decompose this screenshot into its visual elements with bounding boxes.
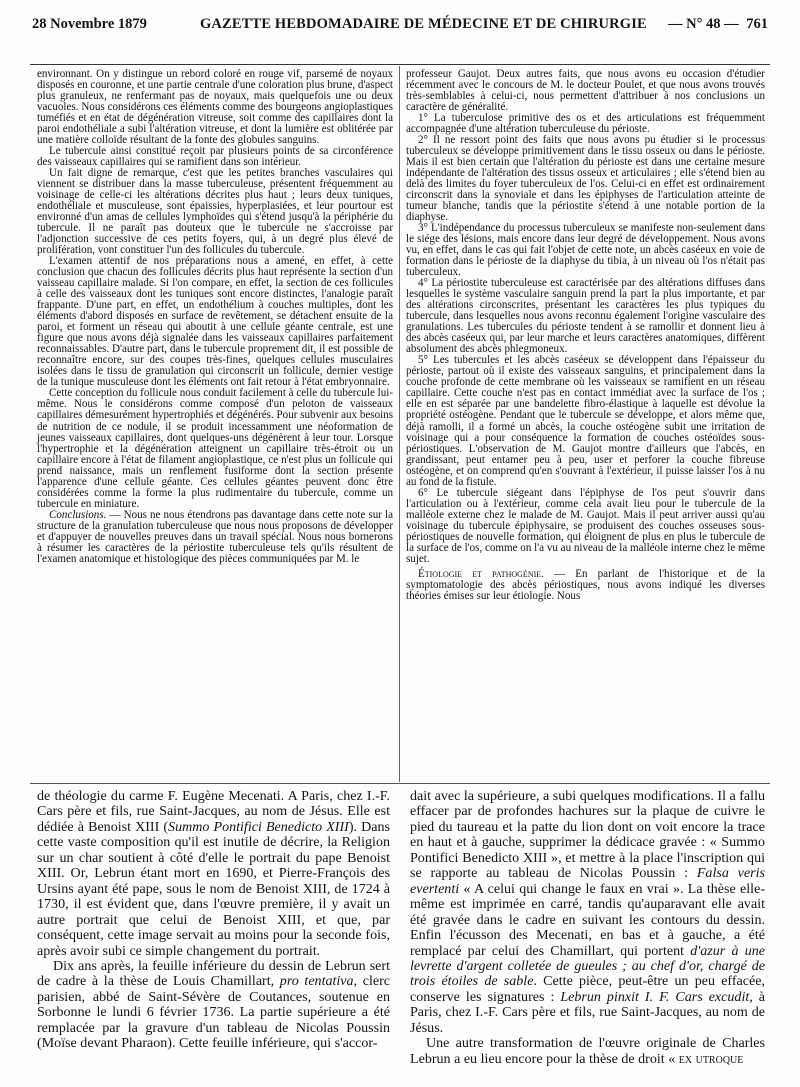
conclusions-text: — Nous ne nous étendrons pas davantage dans cette note sur la structure de la granulation tuberculeuse que nous nous proposons de développer et d'appuyer de nouvelles preuves dans un travail spécial. Nous nous bornerons à résumer les caractères de la périostite tuberculeuse tels qu'ils résultent de l'examen anatomique et histologique des pièces communiquées par M. le [37,508,393,565]
paragraph: Le tubercule ainsi constitué reçoit par plusieurs points de sa circonférence des vaisseaux capillaires qui se ramifient dans son intérieur. [37,145,393,169]
text-run: . Cette pièce, peut-être un peu effacée, conserve les signatures : [410,973,765,1005]
paragraph [37,959,390,1052]
text-run: « A celui qui change le faux en vrai ». La thèse elle-même est imprimée en carré, tandis qu'auparavant elle avait été gravée dans le cadre en suivant les contours du dessin. Enfin l'écusson des Mecenati, en bas et à gauche, a été remplacé par celui des Chamillart, qui portent [410,880,765,959]
italic-signatures: Lebrun pinxit I. F. Cars excudit [560,988,750,1005]
issue-date: 28 Novembre 1879 [32,16,147,32]
conclusion-point: 2° Il ne ressort point des faits que nous avons pu étudier si le processus tuberculeux se développe primitivement dans le tissu osseux ou dans le périoste. Mais il est bien certain que l'altération du périoste est dans une certaine mesure indépendante de l'altération des tissus osseux et articulaires ; elle s'étend bien au delà des limites du foyer tuberculeux de l'os. Celui-ci en effet est ordinairement circonscrit dans la synoviale et dans les épiphyses de l'articulation atteinte de tumeur blanche, tandis que la périostite s'étend à une notable portion de la diaphyse. [406,134,765,224]
paragraph [410,1036,765,1067]
text-run: ). Dans cette vaste composition qu'il est inutile de décrire, la Religion sur un char soutient à côté d'elle le portrait du pape Benoist XIII. Or, Lebrun étant mort en 1690, et Pierre-François des Ursins ayant été pape, sous le nom de Benoist XIII, de 1724 à 1730, il est évident que, dans l'œuvre première, il y avait un autre portrait que celui de Benoist XIII, et que, par conséquent, cette image servait au moins pour la seconde fois, après avoir subi ce simple changement du portrait. [37,818,390,959]
issue-number: — N° 48 — [668,16,739,32]
conclusion-point: 4° La périostite tuberculeuse est caractérisée par des altérations diffuses dans lesquelles le système vasculaire sanguin prend la part la plus importante, et par des altérations circonscrites, présentant les caractères les plus typiques du tubercule, dans lesquelles nous avons reconnu également l'origine vasculaire des granulations. Les tubercules du périoste tendent à se ramollir et donnent lieu à des abcès caséeux qui, par leur marche et leurs caractères anatomiques, diffèrent absolument des abcès phlegmoneux. [406,277,765,356]
conclusion-point: 1° La tuberculose primitive des os et des articulations est fréquemment accompagnée d'une altération tuberculeuse du périoste. [406,112,765,136]
conclusions-heading: Conclusions. [49,508,107,521]
text-run: Une autre transformation de l'œuvre originale de Charles Lebrun a eu lieu encore pour la thèse de droit « [410,1035,765,1067]
header-rule [30,64,770,65]
etiology-paragraph [406,569,765,602]
italic-dedication: Summo Pontifici Benedicto XIII [168,818,349,835]
paragraph [410,789,765,1036]
paragraph: environnant. On y distingue un rebord coloré en rouge vif, parsemé de noyaux disposés en couronne, et une partie centrale d'une coloration plus brune, d'aspect plus granuleux, ne renfermant pas de noyaux, mais quelquefois une ou deux vacuoles. Nous considérons ces éléments comme des bourgeons angioplastiques tuméfiés et en état de dégénération vitreuse, soit comme des capillaires dont la paroi endothéliale a subi l'altération vitreuse, et dont la lumière est oblitérée par une matière colloïde résultant de la fonte des globules sanguins. [37,68,393,147]
paragraph: Cette conception du follicule nous conduit facilement à celle du tubercule lui-même. Nous le considérons comme composé d'un peloton de vaisseaux capillaires démesurément hypertrophiés et dégénérés. Pour subvenir aux besoins de nutrition de ce nodule, il se produit incessamment une néoformation de jeunes vaisseaux capillaires, dont quelques-uns dégénèrent à leur tour. Lorsque l'hypertrophie et la dégénération atteignent un capillaire très-étroit ou un capillaire encore à l'état de filament angioplastique, ce n'est plus un follicule qui prend naissance, mais un renflement fusiforme dont la section présente l'apparence d'une cellule géante. Ces cellules géantes peuvent donc être considérées comme la forme la plus rudimentaire du tubercule, comme un tubercule en miniature. [37,387,393,510]
page-number: 761 [746,16,768,32]
article-column-right [406,69,765,602]
feuilleton-column-right [410,789,765,1067]
paragraph: professeur Gaujot. Deux autres faits, que nous avons eu occasion d'étudier récemment avec le concours de M. le docteur Poulet, et que nous avons trouvés très-semblables à celui-ci, nous permettent d'attribuer à nos conclusions un caractère de généralité. [406,68,765,114]
paragraph: L'examen attentif de nos préparations nous a amené, en effet, à cette conclusion que chacun des follicules décrits plus haut représente la section d'un vaisseau capillaire malade. Si l'on compare, en effet, la section de ces follicules à celle des vaisseaux dont les tuniques sont encore distinctes, l'analogie paraît frappante. D'une part, en effet, un endothélium à couches multiples, dont les éléments d'abord disposés en surface de revêtement, se détachent ensuite de la paroi, et forment un réseau qui aboutit à une cellule géante centrale, est une figure que nous avons déjà signalée dans les vaisseaux capillaires parfaitement reconnaissables. D'autre part, dans le tubercule proprement dit, il est possible de reconnaître encore, sur des coupes très-fines, quelques cellules musculaires isolées dans le tissu de granulation qui circonscrit un follicule, dernier vestige de la tunique musculeuse dont les éléments ont fait retour à l'état embryonnaire. [37,255,393,389]
journal-title: GAZETTE HEBDOMADAIRE DE MÉDECINE ET DE CHIRURGIE [200,16,647,32]
conclusion-point: 6° Le tubercule siégeant dans l'épiphyse de l'os peut s'ouvrir dans l'articulation ou à l'extérieur, comme cela avait lieu pour le tubercule de la malléole externe chez le malade de M. Gaujot. Mais il peut arriver aussi qu'au voisinage du tubercule épiphysaire, se produisent des couches osseuses sous-périostiques de nouvelle formation, qui éloignent de plus en plus le tubercule de la surface de l'os, comme on l'a vu au niveau de la malléole interne chez le même sujet. [406,486,765,565]
page-header [30,16,770,38]
conclusions-paragraph [37,510,393,565]
text-run: de théologie du carme F. Eugène Mecenati. A Paris, chez I.-F. Cars père et fils, rue Saint-Jacques, au nom de Jésus. Elle est dédiée à Benoist XIII ( [37,788,390,835]
small-caps-term: ex utroque [678,1050,744,1067]
paragraph: Un fait digne de remarque, c'est que les petites branches vasculaires qui viennent se distribuer dans la masse tuberculeuse, présentent fréquemment au voisinage de celle-ci les altérations décrites plus haut ; leurs deux tuniques, endothéliale et musculeuse, sont épaissies, hyperplasiées, et leur pourtour est environné d'un amas de cellules lymphoïdes qui s'étend jusqu'à la périphérie du tubercule. Il ne paraît pas douteux que le tubercule ne s'accroisse par l'adjonction successive de ces petits foyers, qui, à un degré plus élevé de prolifération, vont constituer l'un des follicules du tubercule. [37,167,393,257]
text-run: , clerc parisien, abbé de Saint-Sévère de Coutances, soutenue en Sorbonne le lundi 6 février 1736. La partie supérieure a été remplacée par la gravure d'un tableau de Nicolas Poussin (Moïse devant Pharaon). Cette feuille inférieure, qui s'accor- [37,973,391,1052]
italic-blazon: d'azur à une levrette d'argent colletée de gueules ; au chef d'or, chargé de trois étoiles de sable [410,942,765,990]
italic-inscription: Falsa veris evertenti [410,865,765,897]
feuilleton-column-left [37,789,390,1052]
conclusion-point: 5° Les tubercules et les abcès caséeux se développent dans l'épaisseur du périoste, partout où il existe des vaisseaux sanguins, et principalement dans la couche profonde de cette membrane où les vaisseaux se ramifient en un réseau capillaire. Cette couche n'est pas en contact immédiat avec la surface de l'os ; elle en est séparée par une bandelette fibro-élastique à laquelle est dévolue la propriété ostéogène. Pendant que le tubercule se développe, et alors même que, déjà ramolli, il a formé un abcès, la couche ostéogène subit une irritation de voisinage qui a pour conséquence la formation de couches ostéoïdes sous-périostiques. L'observation de M. Gaujot montre d'ailleurs que l'abcès, en grandissant, peut entamer peu à peu, user et perforer la couche fibreuse ostéogène, et on comprend qu'en s'ouvrant à l'extérieur, il puisse laisser l'os à nu au fond de la fistule. [406,354,765,488]
etiology-heading: Étiologie et pathogénie. [418,567,544,580]
paragraph [37,789,390,959]
section-divider [30,783,770,784]
text-run: , à Paris, chez I.-F. Cars père et fils, rue Saint-Jacques, au nom de Jésus. [410,988,765,1036]
text-run: Dix ans après, la feuille inférieure du dessin de Lebrun sert de cadre à la thèse de Louis Chamillart, [37,957,390,990]
text-run: dait avec la supérieure, a subi quelques modifications. Il a fallu effacer par de profondes hachures sur la plaque de cuivre le pied du taureau et la patte du lion dont on voit encore la trace en haut et à gauche, supprimer la dédicace gravée : « Summo Pontifici Benedicto XIII », et mettre à la place l'inscription qui se rapporte au tableau de Nicolas Poussin : [410,788,765,882]
etiology-text: — En parlant de l'historique et de la symptomatologie des abcès périostiques, nous avons indiqué les diverses théories émises sur leur étiologie. Nous [406,567,766,602]
article-column-left [37,69,393,565]
conclusion-point: 3° L'indépendance du processus tuberculeux se manifeste non-seulement dans le siége des lésions, mais encore dans leur degré de développement. Nous avons vu, en effet, dans le cas qui fait l'objet de cette note, un abcès caséeux en voie de formation dans le périoste de la diaphyse du tibia, à un niveau où l'os n'était pas tuberculeux. [406,222,765,279]
italic-term: pro tentativa [279,973,354,990]
column-divider [399,66,400,782]
